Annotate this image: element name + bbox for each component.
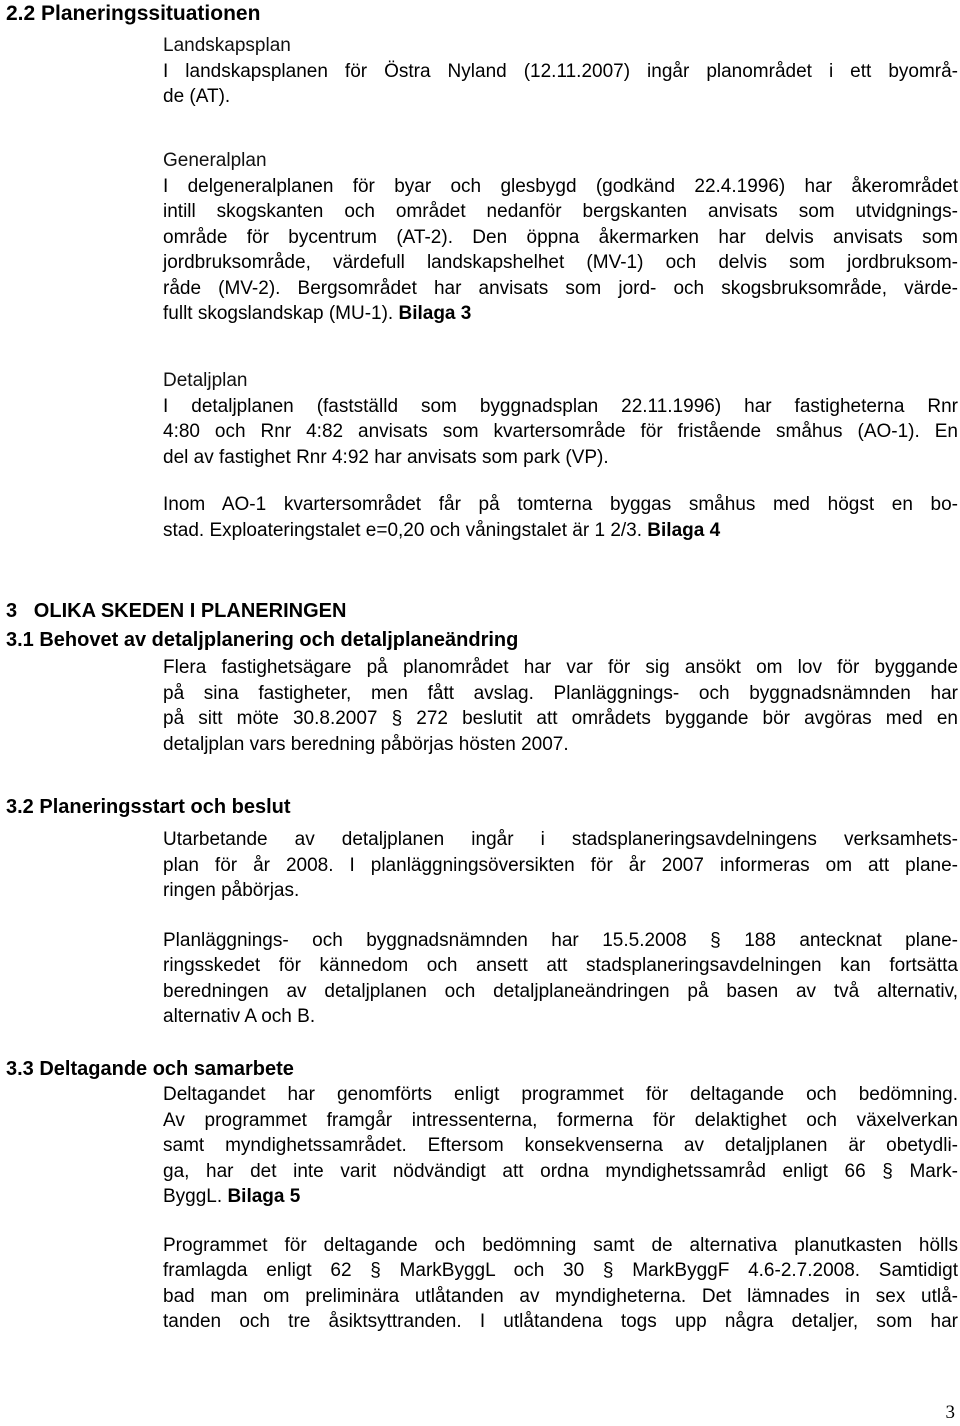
- text-line: jordbruksområde, värdefull landskapshelhet (MV-1) och delvis som jordbruksom-: [163, 252, 958, 273]
- text-line: plan för år 2008. I planläggningsöversikten för år 2007 informeras om att plane-: [163, 854, 958, 876]
- text-line: I detaljplanen (fastställd som byggnadsplan 22.11.1996) har fastigheterna Rnr: [163, 395, 958, 417]
- s3-1-block: [163, 655, 958, 757]
- text-line: bad man om preliminära utlåtanden av myndigheterna. Det lämnades in sex utlå-: [163, 1285, 958, 1307]
- text-line: intill skogskanten och området nedanför bergskanten anvisats som utvidgnings-: [163, 201, 958, 222]
- text-line: Deltagandet har genomförts enligt programmet för deltagande och bedömning.: [163, 1084, 958, 1105]
- text-line: Inom AO-1 kvartersområdet får på tomterna byggas småhus med högst en bo-: [163, 494, 958, 515]
- text-line: I delgeneralplanen för byar och glesbygd (godkänd 22.4.1996) har åkerområdet: [163, 175, 958, 197]
- landskapsplan-heading: Landskapsplan: [163, 35, 291, 56]
- s3-2-block: [163, 827, 958, 1030]
- text-fragment: fullt skogslandskap (MU-1).: [163, 303, 399, 324]
- text-line: tanden och tre åsiktsyttranden. I utlåtandena togs upp några detaljer, som har: [163, 1311, 958, 1332]
- text-line: Programmet för deltagande och bedömning samt de alternativa planutkasten hölls: [163, 1234, 958, 1256]
- text-line: de (AT).: [163, 86, 231, 107]
- text-line: område för bycentrum (AT-2). Den öppna åkermarken har delvis anvisats som: [163, 226, 958, 248]
- generalplan-block: [163, 148, 958, 327]
- generalplan-heading: Generalplan: [163, 150, 267, 171]
- text-line: detaljplan vars beredning påbörjas hösten 2007.: [163, 733, 569, 755]
- text-fragment: stad. Exploateringstalet e=0,20 och våningstalet är 1 2/3.: [163, 519, 648, 541]
- text-line: Planläggnings- och byggnadsnämnden har 15.5.2008 § 188 antecknat plane-: [163, 929, 958, 951]
- section-title-3: 3 OLIKA SKEDEN I PLANERINGEN: [6, 600, 347, 622]
- text-line: Av programmet framgår intressenterna, formerna för delaktighet och växelverkan: [163, 1109, 958, 1131]
- text-line: råde (MV-2). Bergsområdet har anvisats som jord- och skogsbruksområde, värde-: [163, 277, 958, 299]
- attachment-ref: Bilaga 4: [647, 519, 721, 541]
- text-line: ringsskedet för kännedom och ansett att stadsplaneringsavdelningen kan fortsätta: [163, 955, 958, 976]
- text-line: del av fastighet Rnr 4:92 har anvisats som park (VP).: [163, 446, 609, 468]
- text-line: [163, 301, 958, 327]
- attachment-ref: Bilaga 3: [398, 303, 472, 324]
- text-line: [163, 1184, 958, 1210]
- text-line: 4:80 och Rnr 4:82 anvisats som kvartersområde för fristående småhus (AO-1). En: [163, 421, 958, 442]
- section-title-3-1: 3.1 Behovet av detaljplanering och detaljplaneändring: [6, 629, 519, 651]
- section-title-2-2: 2.2 Planeringssituationen: [6, 2, 261, 25]
- text-line: på sitt möte 30.8.2007 § 272 beslutit att områdets byggande bör avgöras med en: [163, 708, 958, 729]
- detaljplan-block: [163, 368, 958, 543]
- detaljplan-heading: Detaljplan: [163, 370, 248, 391]
- attachment-ref: Bilaga 5: [227, 1186, 301, 1207]
- text-line: samt myndighetssamrådet. Eftersom konsekvenserna av detaljplanen är obetydli-: [163, 1135, 958, 1156]
- text-line: framlagda enligt 62 § MarkByggL och 30 § MarkByggF 4.6-2.7.2008. Samtidigt: [163, 1260, 958, 1281]
- text-line: på sina fastigheter, men fått avslag. Planläggnings- och byggnadsnämnden har: [163, 682, 958, 704]
- section-title-3-2: 3.2 Planeringsstart och beslut: [6, 796, 291, 818]
- text-line: I landskapsplanen för Östra Nyland (12.11.2007) ingår planområdet i ett byområ-: [163, 60, 958, 82]
- text-line: Flera fastighetsägare på planområdet har var för sig ansökt om lov för byggande: [163, 657, 958, 678]
- s3-3-block: [163, 1082, 958, 1335]
- page-number: 3: [945, 1402, 955, 1423]
- text-line: Utarbetande av detaljplanen ingår i stadsplaneringsavdelningens verksamhets-: [163, 829, 958, 850]
- section-title-3-3: 3.3 Deltagande och samarbete: [6, 1058, 294, 1080]
- text-line: ringen påbörjas.: [163, 880, 300, 901]
- landskapsplan-block: [163, 33, 958, 110]
- text-line: [163, 518, 958, 544]
- text-line: ga, har det inte varit nödvändigt att ordna myndighetssamråd enligt 66 § Mark-: [163, 1160, 958, 1182]
- text-line: alternativ A och B.: [163, 1006, 316, 1027]
- text-line: beredningen av detaljplanen och detaljplaneändringen på basen av två alternativ,: [163, 980, 958, 1002]
- text-fragment: ByggL.: [163, 1186, 228, 1207]
